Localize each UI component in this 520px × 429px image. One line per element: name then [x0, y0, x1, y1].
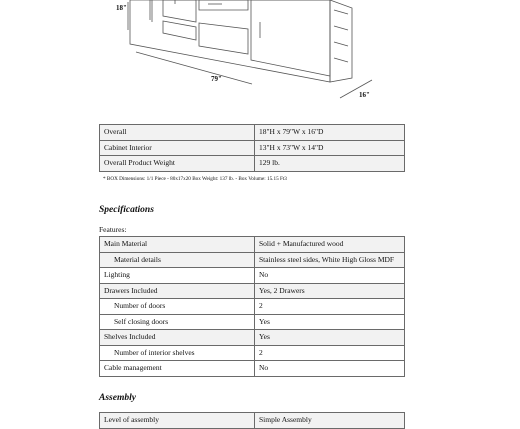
- width-dimension-line: [136, 52, 252, 84]
- table-row: [100, 299, 405, 315]
- spec-label: Number of interior shelves: [100, 345, 255, 361]
- dimension-label: Overall: [100, 125, 255, 141]
- specifications-table: [99, 236, 405, 377]
- width-dimension-label: 79": [211, 75, 222, 83]
- box-dimensions-note: * BOX Dimensions: 1/1 Piece - 80x17x20 Box Weight: 137 lb. - Box Volume: 15.15 Ft3: [103, 176, 287, 182]
- specifications-heading: Specifications: [99, 205, 154, 215]
- assembly-heading: Assembly: [99, 393, 136, 403]
- sliding-door: [251, 0, 330, 76]
- middle-compartment: [199, 0, 248, 10]
- tv-stand-illustration: [0, 0, 520, 112]
- table-row: [100, 361, 405, 377]
- spec-value: Yes, 2 Drawers: [255, 283, 405, 299]
- spec-label: Lighting: [100, 268, 255, 284]
- height-dimension-label: 18": [116, 4, 127, 12]
- spec-value: 2: [255, 299, 405, 315]
- table-row: [100, 330, 405, 346]
- spec-value: Yes: [255, 330, 405, 346]
- table-row: [100, 345, 405, 361]
- table-row: [100, 140, 405, 156]
- table-row: [100, 156, 405, 172]
- spec-value: No: [255, 361, 405, 377]
- table-row: [100, 237, 405, 253]
- dimension-value: 13"H x 73"W x 14"D: [255, 140, 405, 156]
- table-row: [100, 413, 405, 429]
- spec-value: Stainless steel sides, White High Gloss MDF: [255, 252, 405, 268]
- dimensions-table: [99, 124, 405, 172]
- spec-label: Drawers Included: [100, 283, 255, 299]
- spec-value: No: [255, 268, 405, 284]
- left-compartment: [163, 0, 196, 22]
- dimension-value: 129 lb.: [255, 156, 405, 172]
- dimension-label: Overall Product Weight: [100, 156, 255, 172]
- table-row: [100, 125, 405, 141]
- spec-label: Main Material: [100, 237, 255, 253]
- table-row: [100, 314, 405, 330]
- assembly-label: Level of assembly: [100, 413, 255, 429]
- spec-value: Solid + Manufactured wood: [255, 237, 405, 253]
- drawer-left: [163, 21, 196, 40]
- spec-label: Cable management: [100, 361, 255, 377]
- spec-label: Shelves Included: [100, 330, 255, 346]
- drawer-right: [199, 23, 248, 54]
- table-row: [100, 252, 405, 268]
- table-row: [100, 268, 405, 284]
- spec-value: Yes: [255, 314, 405, 330]
- depth-dimension-label: 16": [359, 91, 370, 99]
- dimension-label: Cabinet Interior: [100, 140, 255, 156]
- assembly-value: Simple Assembly: [255, 413, 405, 429]
- spec-label: Material details: [100, 252, 255, 268]
- features-label: Features:: [99, 225, 127, 234]
- spec-label: Self closing doors: [100, 314, 255, 330]
- table-row: [100, 283, 405, 299]
- dimension-value: 18"H x 79"W x 16"D: [255, 125, 405, 141]
- product-drawing: [0, 0, 520, 112]
- spec-label: Number of doors: [100, 299, 255, 315]
- assembly-table: [99, 412, 405, 429]
- spec-value: 2: [255, 345, 405, 361]
